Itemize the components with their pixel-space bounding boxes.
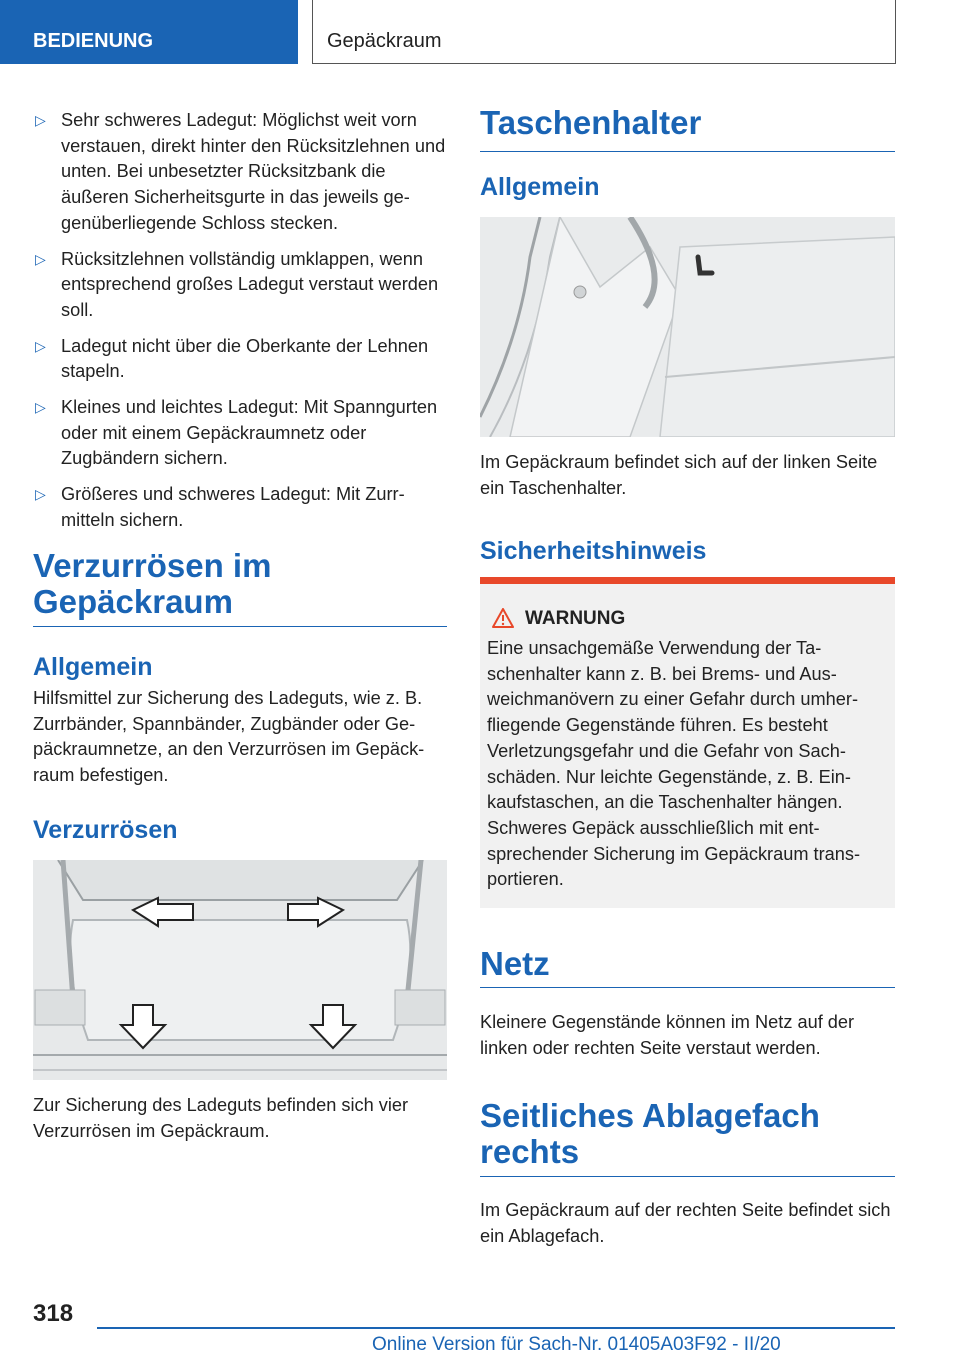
subsection-title-general: Allgemein: [33, 653, 153, 681]
side-compartment-text: Im Gepäckraum auf der rechten Seite befindet sich ein Ablagefach.: [480, 1200, 891, 1246]
warning-text: Eine unsachgemäße Verwendung der Taschenhalter kann z. B. bei Brems- und Ausweichmanövern zu einer Gefahr durch umherfliegende Gegenstände führen. Es besteht Verletzungsgefahr und die Gefahr von Sachschäden. Nur leichte Gegenstände, z. B. Einkaufstaschen, an die Taschenhalter hängen. Schweres Gepäck ausschließlich mit entsprechender Sicherung im Gepäckraum transportieren.: [487, 638, 861, 890]
chapter-header: [312, 0, 896, 64]
warning-triangle-icon: [492, 608, 514, 628]
section-label: BEDIENUNG: [33, 30, 154, 52]
section-tab: [0, 0, 298, 64]
chapter-label: Gepäckraum: [327, 30, 442, 52]
triangle-bullet-icon: ▷: [35, 486, 46, 503]
subsection-title-safety: Sicherheitshinweis: [480, 537, 707, 565]
net-text: Kleinere Gegenstände können im Netz auf der linken oder rechten Seite verstaut werden.: [480, 1012, 855, 1058]
trunk-lashing-eyes-image: [33, 860, 447, 1080]
subsection-title-lashing-eyes: Verzurrösen: [33, 816, 178, 844]
bag-hook-caption: Im Gepäckraum befindet sich auf der linken Seite ein Taschenhalter.: [480, 452, 878, 498]
trunk-side-illustration: [480, 217, 895, 437]
list-item: ▷ Rücksitzlehnen vollständig umklappen, wenn entsprechend großes Ladegut verstaut werden soll.: [35, 248, 439, 320]
section-title-lashing-eyes: Verzurrösen im Gepäckraum: [33, 548, 447, 627]
lashing-eyes-caption: Zur Sicherung des Ladeguts befinden sich vier Verzurrösen im Gepäckraum.: [33, 1095, 409, 1141]
page-number: 318: [33, 1300, 74, 1327]
bag-hook-image: [480, 217, 895, 437]
footer-divider: [97, 1327, 895, 1329]
triangle-bullet-icon: ▷: [35, 112, 46, 128]
footer-version: Online Version für Sach-Nr. 01405A03F92 - II/20: [372, 1334, 781, 1355]
triangle-bullet-icon: ▷: [35, 337, 46, 354]
subsection-title-general: Allgemein: [480, 173, 600, 201]
section-title-side-compartment: Seitliches Ablagefach rechts: [480, 1098, 895, 1177]
warning-title: WARNUNG: [525, 608, 626, 629]
section-title-bag-hook: Taschenhalter: [480, 105, 895, 152]
list-item: ▷ Sehr schweres Ladegut: Möglichst weit vorn verstauen, direkt hinter den Rücksitzlehnen und unten. Bei unbesetzter Rücksitzbank die äußeren Sicherheitsgurte in das jeweils gegenüberliegende Schloss stecken.: [35, 110, 446, 233]
list-item: ▷ Kleines und leichtes Ladegut: Mit Spanngurten oder mit einem Gepäckraumnetz oder Zugbändern sichern.: [35, 397, 438, 469]
triangle-bullet-icon: ▷: [35, 399, 46, 416]
bullet-list: [33, 108, 447, 544]
list-item: ▷ Größeres und schweres Ladegut: Mit Zurrmitteln sichern.: [35, 484, 405, 530]
section-title-net: Netz: [480, 946, 895, 988]
list-item: ▷ Ladegut nicht über die Oberkante der Lehnen stapeln.: [35, 335, 429, 382]
trunk-illustration: [33, 860, 447, 1080]
triangle-bullet-icon: ▷: [35, 250, 46, 267]
warning-box: [480, 577, 895, 908]
general-text: Hilfsmittel zur Sicherung des Ladeguts, wie z. B. Zurrbänder, Spannbänder, Zugbänder oder Gepäckraumnetze, an den Verzurrösen im Gepäckraum befestigen.: [33, 688, 425, 786]
